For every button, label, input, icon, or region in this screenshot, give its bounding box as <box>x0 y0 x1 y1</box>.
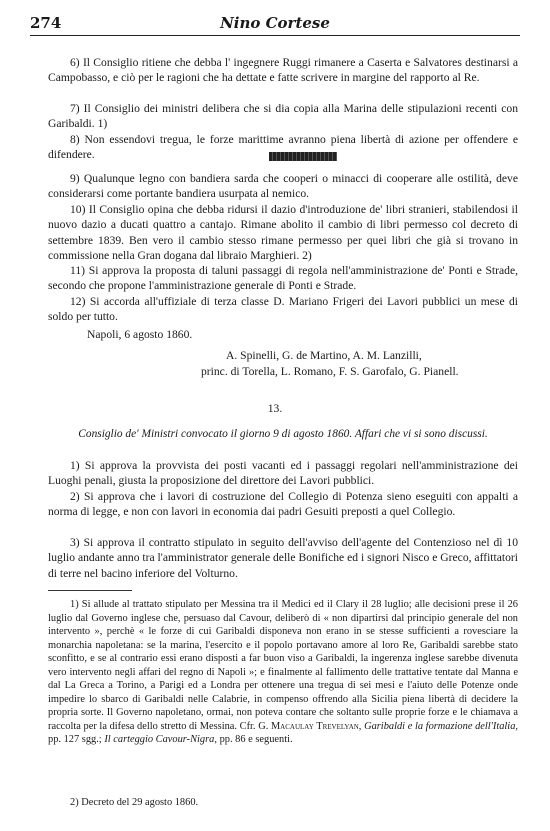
section-item-1: 1) Si approva la provvista dei posti vacanti ed i passaggi regolari nell'amministrazione dei Luoghi penali, giusta la proposizione del direttore dei Lavori pubblici. <box>48 459 518 488</box>
footnote-1-pages-2: pp. 86 e seguenti. <box>219 734 293 745</box>
footnote-1-author: G. Macaulay Trevelyan, <box>258 720 362 732</box>
signature-line-1: A. Spinelli, G. de Martino, A. M. Lanzilli, <box>226 349 422 362</box>
footnote-1-book-1: Garibaldi e la formazione dell'Italia, <box>364 720 518 732</box>
redaction-mark <box>269 152 337 161</box>
section-title: Consiglio de' Ministri convocato il giorno 9 di agosto 1860. Affari che vi si sono discussi. <box>78 428 488 440</box>
item-9: 9) Qualunque legno con bandiera sarda che cooperi o minacci di cooperare alle ostilità, deve considerarsi come portante bandiera usurpata al nemico. <box>48 172 518 201</box>
running-title: Nino Cortese <box>220 14 330 32</box>
footnote-1 <box>48 598 518 747</box>
footnote-1-text: 1) Si allude al trattato stipulato per Messina tra il Medici ed il Clary il 28 luglio; alle decisioni prese il 26 luglio dal Governo inglese che, persuaso dal Cavour, deliberò di « non dipartirsi dal principio generale del non intervento », perchè « le forze di cui Garibaldi disponeva non erano in se stesse sufficienti a rovesciare la monarchia napoletana: se la marina, l'esercito e il popolo portavano amore al loro Re, Garibaldi sarebbe stato sconfitto, e se al contrario essi erano disposti a far buon viso a Garibaldi, la ingerenza inglese sarebbe divenuta vero intervento negli affari del regno di Napoli »; e finalmente al fallimento delle trattative tentate dal Manna e dal La Greca a Torino, a Parigi ed a Londra per ottenere una tregua di sei mesi e l'aiuto delle Potenze onde impedire lo sbarco di Garibaldi nelle Calabrie, in compenso offrendo alla Sicilia piena libertà di decidere la propria sorte. Il Governo napoletano, ormai, non poteva contare che soltanto sulle proprie forze e le chiamava a raccolta per la difesa dello stretto di Messina. Cfr. <box>48 599 518 732</box>
page-header <box>30 10 520 36</box>
item-6: 6) Il Consiglio ritiene che debba l' ingegnere Ruggi rimanere a Caserta e Salvatores destinarsi a Campobasso, e ciò per le ragioni che ha dettate e fatte scrivere in margine del rapporto al Re. <box>48 56 518 85</box>
date-line: Napoli, 6 agosto 1860. <box>87 328 193 341</box>
signature-line-2: princ. di Torella, L. Romano, F. S. Garofalo, G. Pianell. <box>201 365 459 378</box>
header-rule <box>30 35 520 36</box>
item-10: 10) Il Consiglio opina che debba ridursi il dazio d'introduzione de' libri stranieri, stabilendosi il nuovo dazio a ducati quattro a cantajo. Rimane abolito il cambio di libri permesso col decreto di settembre 1839. Ben vero il cambio stesso rimane permesso per quei libri che già si trovano in commissione nella Gran dogana dal libraio Marghieri. 2) <box>48 203 518 263</box>
footnote-1-book-2: Il carteggio Cavour-Nigra, <box>104 734 217 745</box>
item-7: 7) Il Consiglio dei ministri delibera che si dia copia alla Marina delle stipulazioni recenti con Garibaldi. 1) <box>48 102 518 131</box>
section-item-2: 2) Si approva che i lavori di costruzione del Collegio di Potenza sieno eseguiti con appalti a norma di legge, e non con lavori in economia dai padri Gesuiti preposti a quel Collegio. <box>48 490 518 519</box>
section-item-3: 3) Si approva il contratto stipulato in seguito dell'avviso dell'agente del Contenzioso nel dì 10 luglio andante anno tra l'amministrator generale delle Bonifiche ed i signori Nisco e Greco, affittatori di terre nel bacino inferiore del Volturno. <box>48 536 518 580</box>
footnote-1-pages-1: pp. 127 sgg.; <box>48 734 102 745</box>
page-number: 274 <box>30 14 62 32</box>
item-8-text: 8) Non essendovi tregua, le forze marittime avranno piena libertà di azione per offendere e difendere. <box>48 133 518 162</box>
footnote-2: 2) Decreto del 29 agosto 1860. <box>70 797 199 808</box>
item-12: 12) Si accorda all'uffiziale di terza classe D. Mariano Frigeri dei Lavori pubblici un mese di soldo per tutto. <box>48 295 518 324</box>
item-11: 11) Si approva la proposta di taluni passaggi di regola nell'amministrazione de' Ponti e Strade, secondo che propone l'amministrazione generale di Ponti e Strade. <box>48 264 518 293</box>
footnote-rule <box>48 590 132 591</box>
section-number: 13. <box>267 402 283 415</box>
